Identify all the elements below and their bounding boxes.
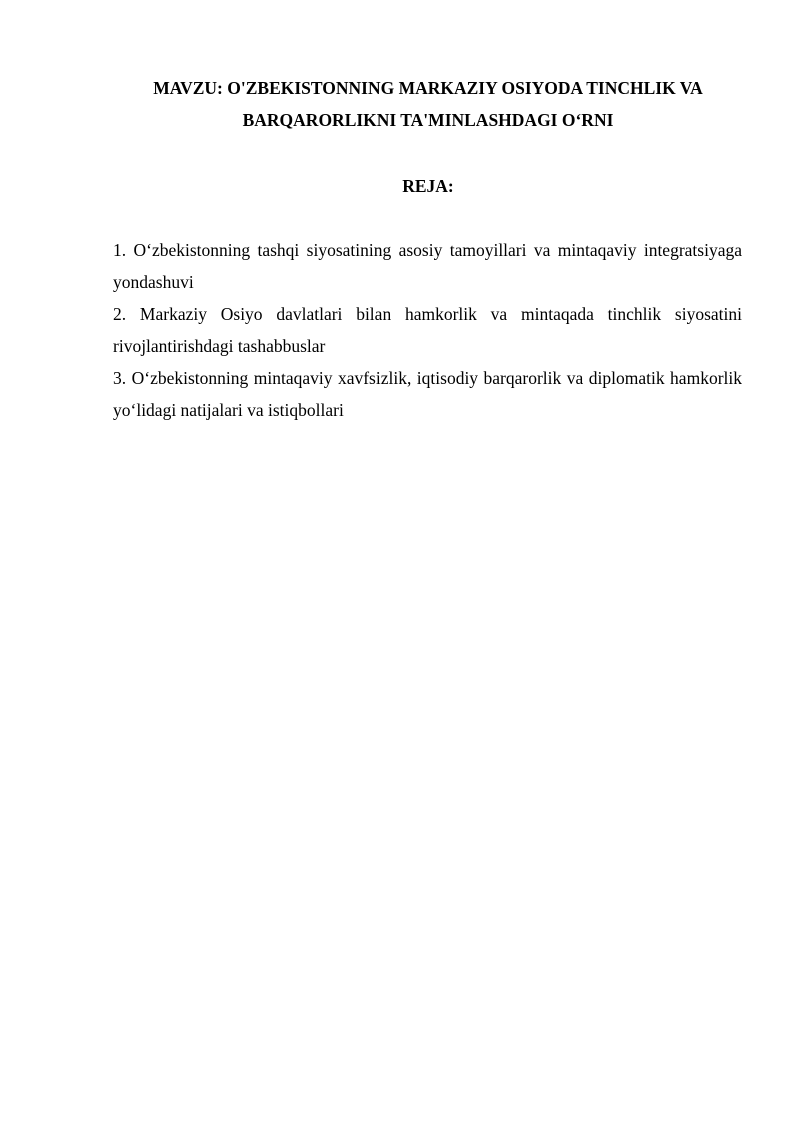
plan-item-3: 3. O‘zbekistonning mintaqaviy xavfsizlik, iqtisodiy barqarorlik va diplomatik hamkorlik yo‘lidagi natijalari va istiqbollari [113, 368, 742, 420]
plan-heading: REJA: [402, 176, 454, 196]
plan-list [113, 234, 742, 426]
plan-item-1: 1. O‘zbekistonning tashqi siyosatining asosiy tamoyillari va mintaqaviy integratsiyaga yondashuvi [113, 240, 742, 292]
plan-item-2: 2. Markaziy Osiyo davlatlari bilan hamkorlik va mintaqada tinchlik siyosatini rivojlantirishdagi tashabbuslar [113, 304, 742, 356]
document-title: MAVZU: O'ZBEKISTONNING MARKAZIY OSIYODA TINCHLIK VA BARQARORLIKNI TA'MINLASHDAGI O‘RNI [153, 78, 703, 130]
